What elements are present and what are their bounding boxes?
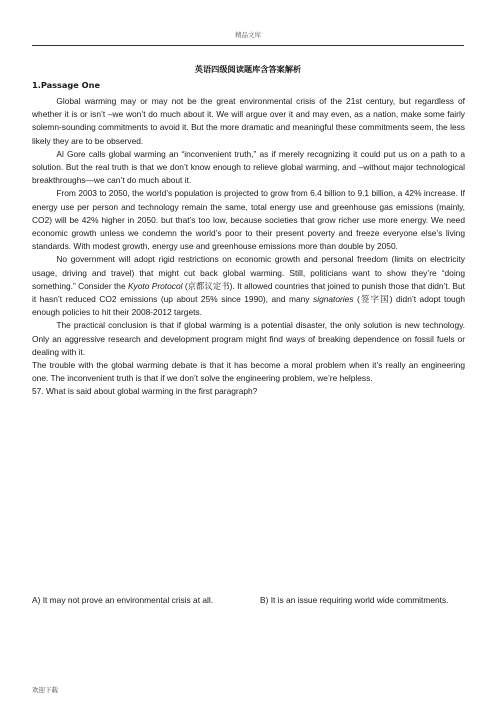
paragraph-4-part-1: No government will adopt rigid restrictions on economic growth and personal freedom (limits on electricity usage, driving and travel) that might cut back global warming. Still, politicians want to show they’re “doing something.” Consider the — [32, 254, 465, 291]
page-header: 精品文库 — [235, 31, 261, 39]
page-footer: 欢迎下载 — [32, 686, 58, 694]
option-a: A) It may not prove an environmental crisis at all. — [32, 595, 214, 605]
paragraph-5: The practical conclusion is that if global warming is a potential disaster, the only solution is new technology. Only an aggressive research and development program might find ways of breaking dependence on fossil fuels or dealing with it. — [32, 320, 465, 357]
section-name: Passage One — [40, 80, 100, 90]
paragraph-4-part-3: (签字国) didn’t adopt tough enough policies to hit their 2008-2012 targets. — [32, 294, 465, 318]
paragraph-2: Al Gore calls global warming an “inconvenient truth,” as if merely recognizing it could put us on a path to a solution. But the real truth is that we don’t know enough to relieve global warming, and –without major technological breakthroughs—we can’t do much about it. — [32, 148, 465, 186]
paragraph-1: Global warming may or may not be the great environmental crisis of the 21st century, but regardless of whether it is or isn’t –we won’t do much about it. We will argue over it and may even, as a nation, make some fairly solemn-sounding commitments to avoid it. But the more dramatic and meaningful these commitments seem, the less likely they are to be observed. — [32, 96, 465, 146]
document-title: 英语四级阅读题库含答案解析 — [194, 64, 302, 74]
paragraph-4 — [32, 253, 465, 319]
kyoto-protocol-term: Kyoto Protocol — [127, 280, 183, 291]
paragraph-3: From 2003 to 2050, the world’s population is projected to grow from 6.4 billion to 9.1 billion, a 42% increase. If energy use per person and technology remain the same, total energy use and greenhouse gas emissions (mainly, CO2) will be 42% higher in 2050. but that’s too low, because societies that grow richer use more energy. We need economic growth unless we condemn the world’s poor to their present poverty and freeze everyone else’s living standards. With modest growth, energy use and greenhouse emissions more than double by 2050. — [32, 188, 465, 252]
answer-options — [32, 594, 465, 607]
header-rule — [32, 45, 464, 46]
question-57: 57. What is said about global warming in the first paragraph? — [32, 386, 258, 397]
section-heading — [32, 80, 100, 90]
paragraph-4-part-2: (京都议定书). It allowed countries that joined to punish those that didn’t. But it hasn’t reduced CO2 emissions (up about 25% since 1990), and many — [32, 280, 465, 305]
passage-body — [32, 95, 465, 399]
signatories-term: signatories — [313, 294, 354, 305]
option-b: B) It is an issue requiring world wide commitments. — [260, 595, 449, 605]
section-number: 1. — [32, 80, 41, 90]
paragraph-6: The trouble with the global warming debate is that it has become a moral problem when it’s really an engineering one. The inconvenient truth is that if we don’t solve the engineering problem, we’re helpless. — [32, 360, 465, 384]
